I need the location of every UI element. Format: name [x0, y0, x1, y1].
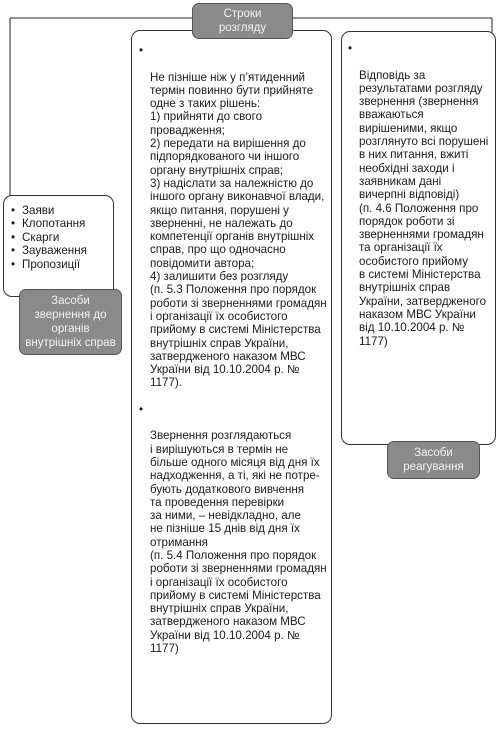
means-box	[3, 195, 114, 297]
means-item: • Пропозиції	[11, 258, 113, 271]
terms-paragraph	[139, 403, 327, 656]
terms-label	[192, 3, 293, 39]
means-item: • Заяви	[11, 204, 113, 217]
bullet-dot: •	[348, 42, 353, 55]
terms-paragraph	[139, 44, 327, 390]
means-label-text: Засоби звернення до органів внутрішніх справ	[25, 295, 116, 349]
bullet-dot: •	[139, 44, 144, 57]
response-paragraph-text: Відповідь за результатами розгляду звернення (звернення вважаються вирішеними, якщо розглянуто всі порушені в них питання, вжиті необхідні заходи і заявникам дані вичерпні відповіді) (п. 4.6 Положення про порядок роботи зі зверненнями громадян та організації їх особистого прийому в системі Міністерства внутрішніх справ України, затвердженого наказом МВС України від 10.10.2004 р. № 1177)	[359, 68, 489, 348]
response-paragraph	[348, 42, 491, 348]
means-item: • Зауваження	[11, 244, 113, 257]
means-item: • Клопотання	[11, 217, 113, 230]
response-label-text: Засоби реагування	[403, 447, 464, 473]
bullet-dot: •	[139, 402, 144, 416]
terms-box	[131, 30, 332, 724]
terms-paragraph-text: Звернення розглядаються і вирішуються в термін не більше одного місяця від дня їх надходження, а ті, які не потре- бують додаткового вивчення та проведення перевірки за ними, – невідкладно, але не пізніше 15 днів від дня їх отримання (п. 5.4 Положення про порядок роботи зі зверненнями громадян і організації їх особистого прийому в системі Міністерства внутрішніх справ України, затвердженого наказом МВС України від 10.10.2004 р. № 1177)	[150, 429, 327, 656]
terms-label-text: Строки розгляду	[218, 8, 267, 34]
means-list	[11, 204, 113, 271]
terms-paragraph-text: Не пізніше ніж у п’ятиденний термін повинно бути прийняте одне з таких рішень: 1) прийняти до свого провадження; 2) передати на вирішення до підпорядкованого чи іншого органу внутрішніх справ; 3) надіслати за належністю до іншого органу виконавчої влади, якщо питання, порушені у зверненні, не належать до компетенції органів внутрішніх справ, про що одночасно повідомити автора; 4) залишити без розгляду (п. 5.3 Положення про порядок роботи зі зверненнями громадян і організації їх особистого прийому в системі Міністерства внутрішніх справ України, затвердженого наказом МВС України від 10.10.2004 р. № 1177).	[150, 70, 327, 390]
means-label	[19, 289, 122, 355]
response-box	[341, 31, 496, 445]
means-item: • Скарги	[11, 231, 113, 244]
response-label	[387, 441, 480, 479]
